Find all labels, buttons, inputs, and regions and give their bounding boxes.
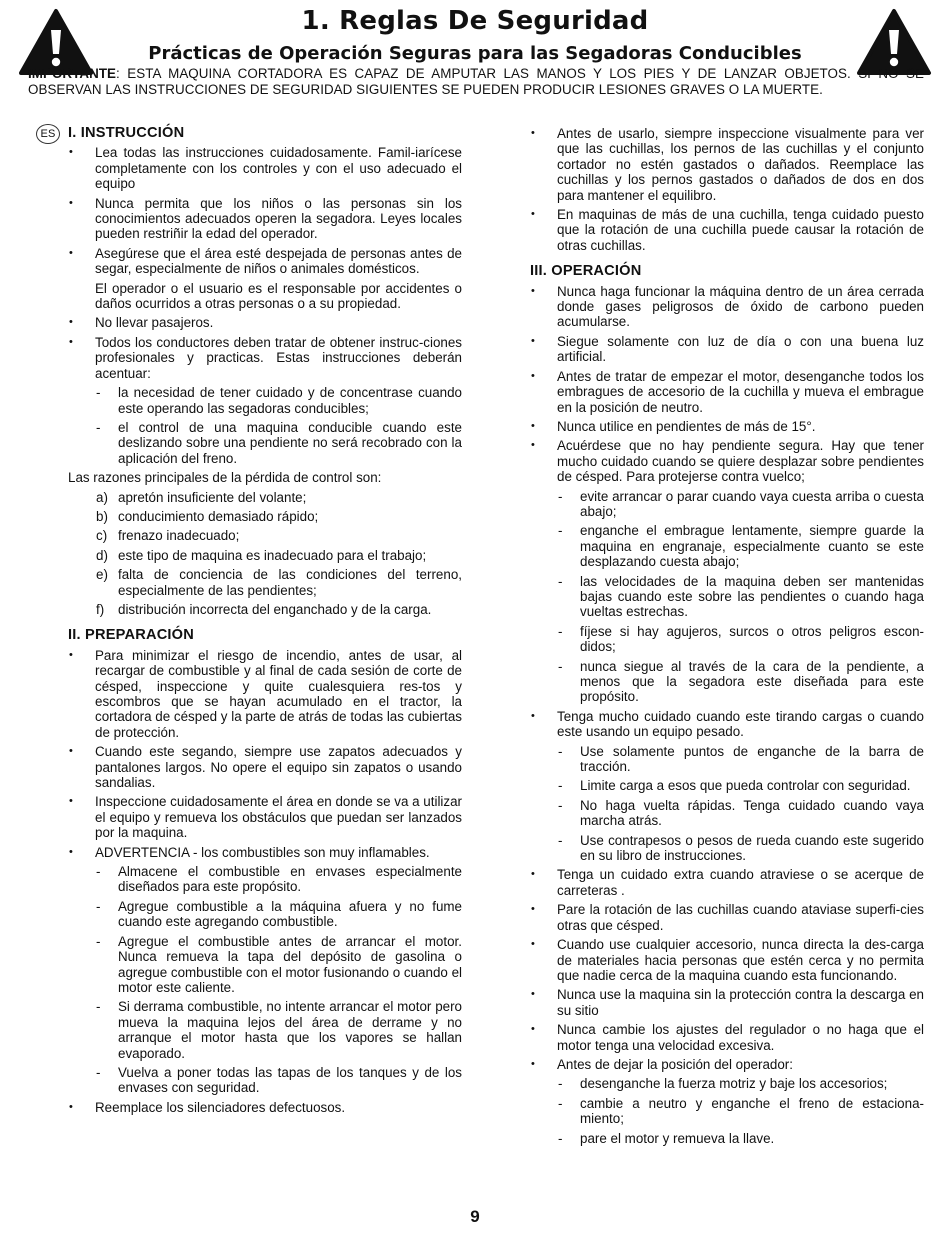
dash-item: - evite arrancar o parar cuando vaya cuesta arriba o cuesta abajo; [530,489,924,520]
important-label: IMPORTANTE [28,66,117,81]
bullet-item: • Nunca cambie los ajustes del regulador o no haga que el motor tenga una velocidad excesiva. [530,1022,924,1053]
bullet-item: • ADVERTENCIA - los combustibles son muy inflamables. [68,845,462,860]
bullet-item: • Nunca use la maquina sin la protección contra la descarga en su sitio [530,987,924,1018]
dash-item: - Si derrama combustible, no intente arrancar el motor pero mueva la maquina lejos del área de derrame y no arranque el motor hasta que los vapores se hallan evaporado. [68,999,462,1061]
bullet-item: • Pare la rotación de las cuchillas cuando ataviase superfi-cies otras que césped. [530,902,924,933]
bullet-item: • Siegue solamente con luz de día o con una buena luz artificial. [530,334,924,365]
section-heading [530,264,924,279]
dash-item: - desenganche la fuerza motriz y baje los accesorios; [530,1076,924,1091]
item-text: frenazo inadecuado; [118,528,240,544]
item-text: conducimiento demasiado rápido; [118,508,319,524]
important-notice [28,66,924,97]
item-letter: d) [96,547,108,563]
item-letter: c) [96,528,108,544]
dash-item: - el control de una maquina conducible cuando este deslizando sobre una pendiente no será recobrado con la aplicación del freno. [68,420,462,466]
item-text: distribución incorrecta del enganchado y de la carga. [118,601,432,617]
dash-item: - Almacene el combustible en envases especialmente diseñados para este propósito. [68,864,462,895]
lettered-item [68,567,462,598]
left-column [40,125,462,1119]
bullet-item: • Nunca utilice en pendientes de más de 15°. [530,419,924,434]
page-number: 9 [470,1207,480,1226]
lettered-item [68,509,462,524]
lettered-item [68,490,462,505]
page-subtitle: Prácticas de Operación Seguras para las Segadoras Conducibles [148,43,802,64]
bullet-item: • Para minimizar el riesgo de incendio, antes de usar, al recargar de combustible y al final de cada sesión de corte de césped, inspeccione y quite cualesquiera res-tos y escombros que se hayan acumulado en el tractor, la cortadora de césped y la parte de atrás de todas las cubiertas de protección. [68,648,462,740]
item-letter: b) [96,508,108,524]
item-text: apretón insuficiente del volante; [118,489,307,505]
lettered-item [68,602,462,617]
bullet-item: • Asegúrese que el área esté despejada de personas antes de segar, especialmente de niños o animales domésticos. [68,246,462,277]
dash-item: - Agregue combustible a la máquina afuera y no fume cuando este agregando combustible. [68,899,462,930]
bullet-item: • Inspeccione cuidadosamente el área en donde se va a utilizar el equipo y remueva los obstáculos que puedan ser lanzados por la maquina. [68,794,462,840]
dash-item: - la necesidad de tener cuidado y de concentrase cuando este operando las segadoras conducibles; [68,385,462,416]
section-heading-text: II. PREPARACIÓN [68,627,194,644]
bullet-item: • Reemplace los silenciadores defectuosos. [68,1100,462,1115]
page-title: 1. Reglas De Seguridad [301,6,649,36]
dash-item: - Limite carga a esos que pueda controlar con seguridad. [530,778,924,793]
section-heading [40,125,462,141]
lettered-item [68,528,462,543]
dash-item: - Vuelva a poner todas las tapas de los tanques y de los envases con seguridad. [68,1065,462,1096]
item-text: este tipo de maquina es inadecuado para el trabajo; [118,547,427,563]
bullet-item: • No llevar pasajeros. [68,315,462,330]
bullet-item: • Lea todas las instrucciones cuidadosamente. Famil-iarícese completamente con los controles y con el uso adecuado el equipo [68,145,462,191]
dash-item: - No haga vuelta rápidas. Tenga cuidado cuando vaya marcha atrás. [530,798,924,829]
bullet-item: • Tenga un cuidado extra cuando atraviese o se acerque de carreteras . [530,867,924,898]
bullet-item: • Acuérdese que no hay pendiente segura. Hay que tener mucho cuidado cuando se quiere desplazar sobre pendientes de césped. Para protejerse contra vuelco; [530,438,924,484]
bullet-item: • Tenga mucho cuidado cuando este tirando cargas o cuando este usando un equipo pesado. [530,709,924,740]
dash-item: - pare el motor y remueva la llave. [530,1131,924,1146]
dash-item: - Use solamente puntos de enganche de la barra de tracción. [530,744,924,775]
dash-item: - nunca siegue al través de la cara de la pendiente, a menos que la segadora este diseñada para este propósito. [530,659,924,705]
bullet-item: • Nunca permita que los niños o las personas sin los conocimientos adecuados operen la segadora. Leyes locales pueden restriñir la edad del operador. [68,196,462,242]
bullet-item: • Antes de tratar de empezar el motor, desenganche todos los embragues de accesorio de la cuchilla y mueva el embrague en la posición de neutro. [530,369,924,415]
bullet-item: • Antes de dejar la posición del operador: [530,1057,924,1072]
section-heading-text: III. OPERACIÓN [530,263,642,280]
item-text: falta de conciencia de las condiciones del terreno, especialmente de las pendientes; [118,567,462,598]
section-heading [68,628,462,643]
item-letter: f) [96,601,105,617]
paragraph: Las razones principales de la pérdida de control son: [68,470,382,486]
lettered-item [68,548,462,563]
bullet-item: • Cuando use cualquier accesorio, nunca directa la des-carga de materiales hacia personas que estén cerca y no permita que nadie cerca de la maquina cuando esta funcionando. [530,937,924,983]
item-letter: a) [96,489,108,505]
dash-item: - enganche el embrague lentamente, siempre guarde la maquina en engranaje, especialmente cuanto se este desplazando cuesta abajo; [530,523,924,569]
paragraph: El operador o el usuario es el responsable por accidentes o daños ocurridos a otras personas o a su propiedad. [95,280,462,312]
dash-item: - cambie a neutro y enganche el freno de estaciona-miento; [530,1096,924,1127]
language-badge-es: ES [36,124,60,144]
dash-item: - fíjese si hay agujeros, surcos o otros peligros escon-didos; [530,624,924,655]
bullet-item: • Todos los conductores deben tratar de obtener instruc-ciones profesionales y practicas. Estas instrucciones deberán acentuar: [68,335,462,381]
dash-item: - Use contrapesos o pesos de rueda cuando este sugerido en su libro de instrucciones. [530,833,924,864]
section-heading-text: I. INSTRUCCIÓN [68,125,185,141]
dash-item: - las velocidades de la maquina deben ser mantenidas bajas cuando este sobre las pendientes o cuando haga vueltas estrechas. [530,574,924,620]
bullet-item: • Antes de usarlo, siempre inspeccione visualmente para ver que las cuchillas, los pernos de las cuchillas y el conjunto cortador no estén gastados o dañados. Reemplace las cuchillas y los pernos gastados o dañados de dos en dos para mantener el equilibro. [530,126,924,203]
dash-item: - Agregue el combustible antes de arrancar el motor. Nunca remueva la tapa del depósito de gasolina o agregue combustible con el motor fusionando o cuando el motor este caliente. [68,934,462,996]
bullet-item: • En maquinas de más de una cuchilla, tenga cuidado puesto que la rotación de una cuchilla puede causar la rotación de otras cuchillas. [530,207,924,253]
right-column [530,126,924,1150]
bullet-item: • Cuando este segando, siempre use zapatos adecuados y pantalones largos. No opere el equipo sin zapatos o usando sandalias. [68,744,462,790]
item-letter: e) [96,567,108,583]
important-text: : ESTA MAQUINA CORTADORA ES CAPAZ DE AMPUTAR LAS MANOS Y LOS PIES Y DE LANZAR OBJETOS. SI NO SE OBSERVAN LAS INSTRUCCIONES DE SEGURIDAD SIGUIENTES SE PUEDEN PRODUCIR LESIONES GRAVES O LA MUERTE. [28,66,924,97]
bullet-item: • Nunca haga funcionar la máquina dentro de un área cerrada donde gases peligrosos de óxido de carbono pueden acumularse. [530,284,924,330]
